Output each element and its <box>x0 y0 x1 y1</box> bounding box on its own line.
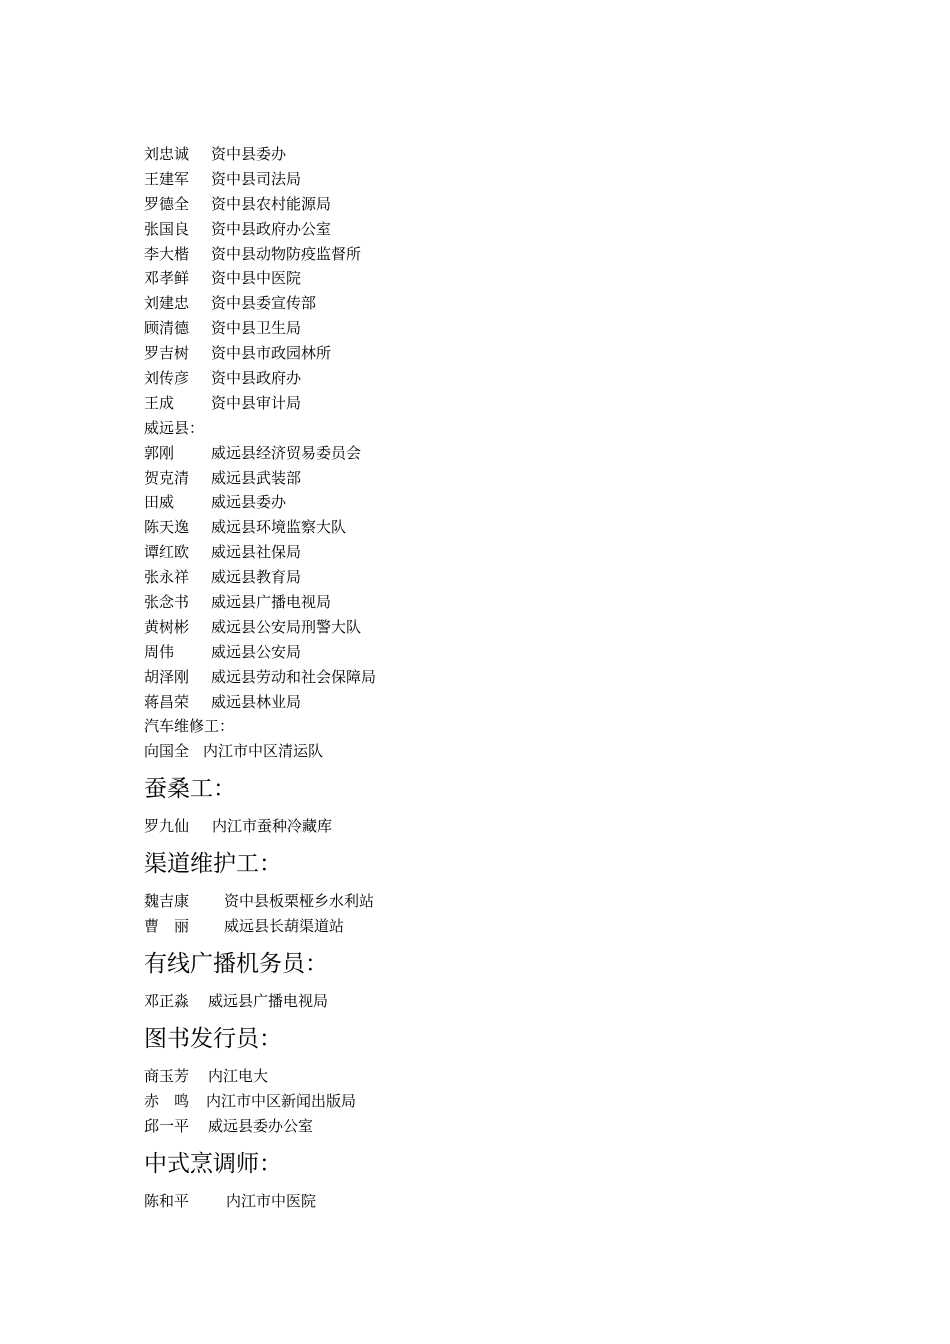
person-name: 魏吉康 <box>144 892 190 911</box>
organization: 资中县农村能源局 <box>211 194 332 213</box>
list-item <box>144 914 844 939</box>
person-name: 黄树彬 <box>144 617 190 636</box>
person-name: 张国良 <box>144 219 190 238</box>
person-name: 刘建忠 <box>144 294 190 313</box>
organization: 内江市蚕种冷藏库 <box>212 817 333 836</box>
list-item <box>144 266 844 291</box>
organization: 资中县司法局 <box>211 169 302 188</box>
person-name: 向国全 <box>144 742 190 761</box>
organization: 威远县公安局 <box>211 642 302 661</box>
list-item <box>144 590 844 615</box>
list-item <box>144 466 844 491</box>
list-item <box>144 316 844 341</box>
organization: 内江市中区清运队 <box>203 742 324 761</box>
section-heading: 中式烹调师： <box>144 1150 282 1177</box>
organization: 资中县政府办公室 <box>211 219 332 238</box>
person-name: 曹 丽 <box>144 917 190 936</box>
organization: 威远县社保局 <box>211 543 302 562</box>
person-name: 罗吉树 <box>144 344 190 363</box>
organization: 资中县板栗桠乡水利站 <box>224 892 375 911</box>
auto-repair-section <box>144 714 844 764</box>
organization: 资中县政府办 <box>211 369 302 388</box>
person-name: 田威 <box>144 493 175 512</box>
organization: 威远县经济贸易委员会 <box>211 443 362 462</box>
organization: 威远县委办 <box>211 493 287 512</box>
organization: 资中县动物防疫监督所 <box>211 244 362 263</box>
list-item <box>144 1114 844 1139</box>
organization: 资中县委办 <box>211 145 287 163</box>
list-item <box>144 640 844 665</box>
organization: 威远县劳动和社会保障局 <box>211 667 377 686</box>
organization: 威远县广播电视局 <box>211 593 332 612</box>
organization: 威远县林业局 <box>211 692 302 711</box>
organization: 资中县委宣传部 <box>211 294 317 313</box>
organization: 威远县委办公室 <box>208 1116 314 1135</box>
organization: 威远县教育局 <box>211 568 302 587</box>
section-heading: 渠道维护工： <box>144 851 282 878</box>
person-name: 邓正淼 <box>144 991 190 1010</box>
person-name: 赤 鸣 <box>144 1091 190 1110</box>
organization: 威远县广播电视局 <box>208 991 329 1010</box>
person-name: 陈和平 <box>144 1191 190 1210</box>
zizhong-list <box>144 142 844 714</box>
list-item <box>144 989 844 1014</box>
list-item <box>144 142 844 167</box>
section-heading: 蚕桑工： <box>144 776 236 803</box>
organization: 资中县卫生局 <box>211 319 302 338</box>
person-name: 王成 <box>144 393 175 412</box>
person-name: 顾清德 <box>144 319 190 338</box>
cable-broadcast-section <box>144 939 844 1014</box>
person-name: 郭刚 <box>144 443 175 462</box>
list-item <box>144 515 844 540</box>
person-name: 张念书 <box>144 593 190 612</box>
organization: 威远县公安局刑警大队 <box>211 617 362 636</box>
list-item <box>144 366 844 391</box>
list-item <box>144 441 844 466</box>
person-name: 谭红欧 <box>144 543 190 562</box>
list-item <box>144 565 844 590</box>
list-item <box>144 291 844 316</box>
organization: 内江电大 <box>208 1066 269 1085</box>
person-name: 邓孝鲜 <box>144 269 190 288</box>
list-item <box>144 242 844 267</box>
organization: 内江市中医院 <box>226 1191 317 1210</box>
list-item <box>144 665 844 690</box>
list-item <box>144 1189 844 1214</box>
list-item <box>144 615 844 640</box>
channel-maintenance-section <box>144 839 844 939</box>
list-item <box>144 217 844 242</box>
list-item <box>144 490 844 515</box>
person-name: 胡泽刚 <box>144 667 190 686</box>
person-name: 商玉芳 <box>144 1066 190 1085</box>
document-content <box>144 142 844 1213</box>
list-item <box>144 889 844 914</box>
person-name: 刘传彦 <box>144 369 190 388</box>
organization: 威远县环境监察大队 <box>211 518 347 537</box>
person-name: 罗德全 <box>144 194 190 213</box>
book-distribution-section <box>144 1014 844 1139</box>
person-name: 邱一平 <box>144 1116 190 1135</box>
person-name: 李大楷 <box>144 244 190 263</box>
person-name: 周伟 <box>144 642 175 661</box>
sericulture-section <box>144 764 844 839</box>
list-item <box>144 1089 844 1114</box>
list-item <box>144 814 844 839</box>
person-name: 王建军 <box>144 169 190 188</box>
person-name: 蒋昌荣 <box>144 692 190 711</box>
weiyuan-label: 威远县： <box>144 418 205 437</box>
organization: 资中县审计局 <box>211 393 302 412</box>
list-item <box>144 1064 844 1089</box>
organization: 威远县武装部 <box>211 468 302 487</box>
person-name: 张永祥 <box>144 568 190 587</box>
chinese-cook-section <box>144 1139 844 1214</box>
list-item <box>144 341 844 366</box>
list-item <box>144 167 844 192</box>
auto-repair-label: 汽车维修工： <box>144 717 235 736</box>
list-item <box>144 391 844 416</box>
organization: 资中县市政园林所 <box>211 344 332 363</box>
person-name: 罗九仙 <box>144 817 190 836</box>
list-item <box>144 690 844 715</box>
list-item <box>144 739 844 764</box>
section-heading: 图书发行员： <box>144 1025 282 1052</box>
list-item <box>144 192 844 217</box>
organization: 资中县中医院 <box>211 269 302 288</box>
person-name: 陈天逸 <box>144 518 190 537</box>
section-heading: 有线广播机务员： <box>144 950 328 977</box>
organization: 内江市中区新闻出版局 <box>206 1091 357 1110</box>
person-name: 刘忠诚 <box>144 145 190 163</box>
list-item <box>144 540 844 565</box>
organization: 威远县长葫渠道站 <box>224 917 345 936</box>
person-name: 贺克清 <box>144 468 190 487</box>
